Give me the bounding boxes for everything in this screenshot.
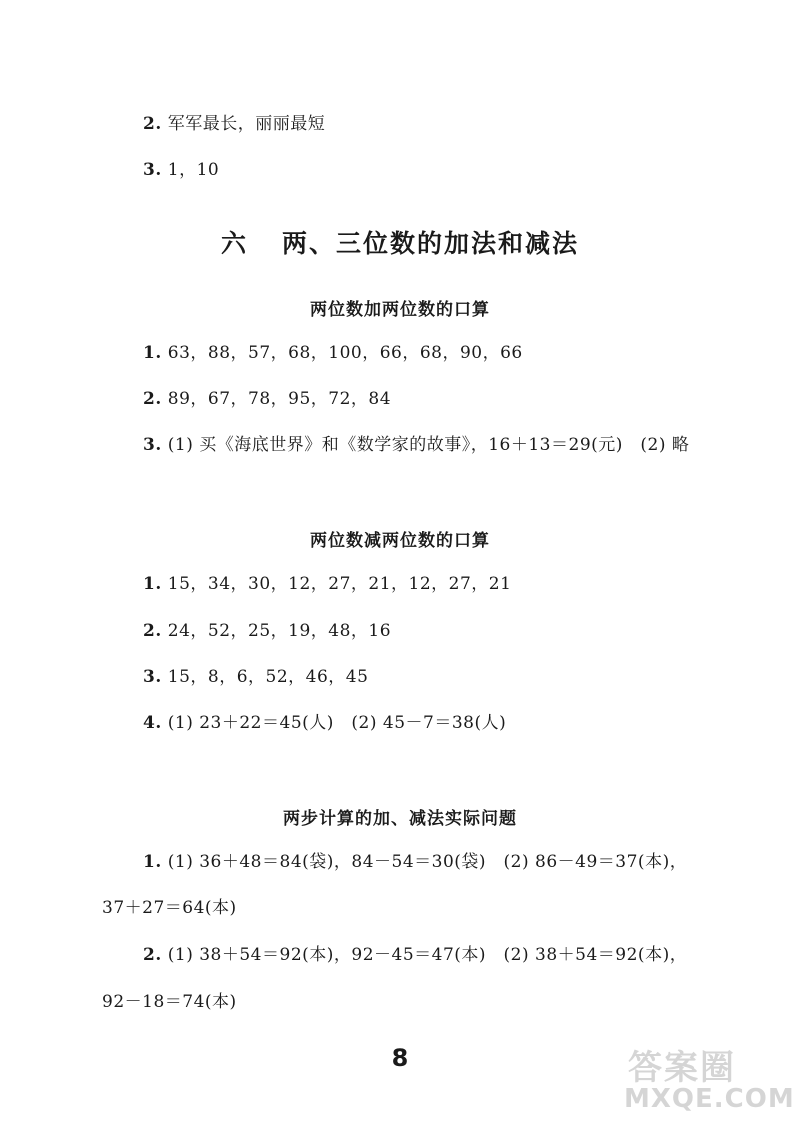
item-number: 3. bbox=[143, 160, 162, 180]
answer-item bbox=[143, 619, 391, 643]
answer-item bbox=[143, 158, 219, 182]
answer-item bbox=[143, 572, 511, 596]
chapter-number: 六 bbox=[220, 229, 248, 258]
section-title: 两位数减两位数的口算 bbox=[310, 531, 490, 551]
section-title: 两位数加两位数的口算 bbox=[310, 300, 490, 320]
item-text: (1) 买《海底世界》和《数学家的故事》，16＋13＝29(元) (2) 略 bbox=[167, 435, 690, 455]
item-number: 2. bbox=[143, 114, 162, 134]
item-text: (1) 23＋22＝45(人) (2) 45－7＝38(人) bbox=[167, 713, 507, 733]
answer-item-continuation: 92－18＝74(本) bbox=[102, 992, 237, 1012]
watermark-logo bbox=[610, 1040, 795, 1115]
item-text: (1) 38＋54＝92(本)，92－45＝47(本) (2) 38＋54＝92(本)， bbox=[167, 945, 688, 965]
item-number: 4. bbox=[143, 713, 162, 733]
item-number: 1. bbox=[143, 852, 162, 872]
item-number: 2. bbox=[143, 389, 162, 409]
answer-item bbox=[143, 112, 325, 136]
item-number: 3. bbox=[143, 667, 162, 687]
item-text: (1) 36＋48＝84(袋)，84－54＝30(袋) (2) 86－49＝37(本)， bbox=[167, 852, 688, 872]
watermark-text: 答案圈 bbox=[628, 1048, 736, 1088]
page-number: 8 bbox=[391, 1044, 409, 1072]
item-number: 1. bbox=[143, 574, 162, 594]
chapter-title: 两、三位数的加法和减法 bbox=[282, 229, 580, 258]
section-title: 两步计算的加、减法实际问题 bbox=[283, 809, 517, 829]
item-text: 军军最长，丽丽最短 bbox=[167, 114, 326, 134]
answer-item bbox=[143, 341, 523, 365]
item-text: 15，34，30，12，27，21，12，27，21 bbox=[167, 574, 512, 594]
item-number: 2. bbox=[143, 945, 162, 965]
item-number: 3. bbox=[143, 435, 162, 455]
answer-item bbox=[143, 433, 689, 457]
item-text: 63，88，57，68，100，66，68，90，66 bbox=[167, 343, 523, 363]
item-text: 24，52，25，19，48，16 bbox=[167, 621, 392, 641]
answer-item bbox=[143, 387, 391, 411]
item-text: 89，67，78，95，72，84 bbox=[167, 389, 392, 409]
item-number: 2. bbox=[143, 621, 162, 641]
item-text: 15，8，6，52，46，45 bbox=[167, 667, 369, 687]
item-text: 1，10 bbox=[167, 160, 220, 180]
chapter-heading bbox=[0, 224, 800, 260]
answer-item bbox=[143, 711, 506, 735]
answer-item bbox=[143, 665, 368, 689]
answer-item bbox=[143, 943, 687, 967]
watermark-url: MXQE.COM bbox=[624, 1084, 795, 1114]
answer-item-continuation: 37＋27＝64(本) bbox=[102, 898, 237, 918]
item-number: 1. bbox=[143, 343, 162, 363]
answer-item bbox=[143, 850, 687, 874]
